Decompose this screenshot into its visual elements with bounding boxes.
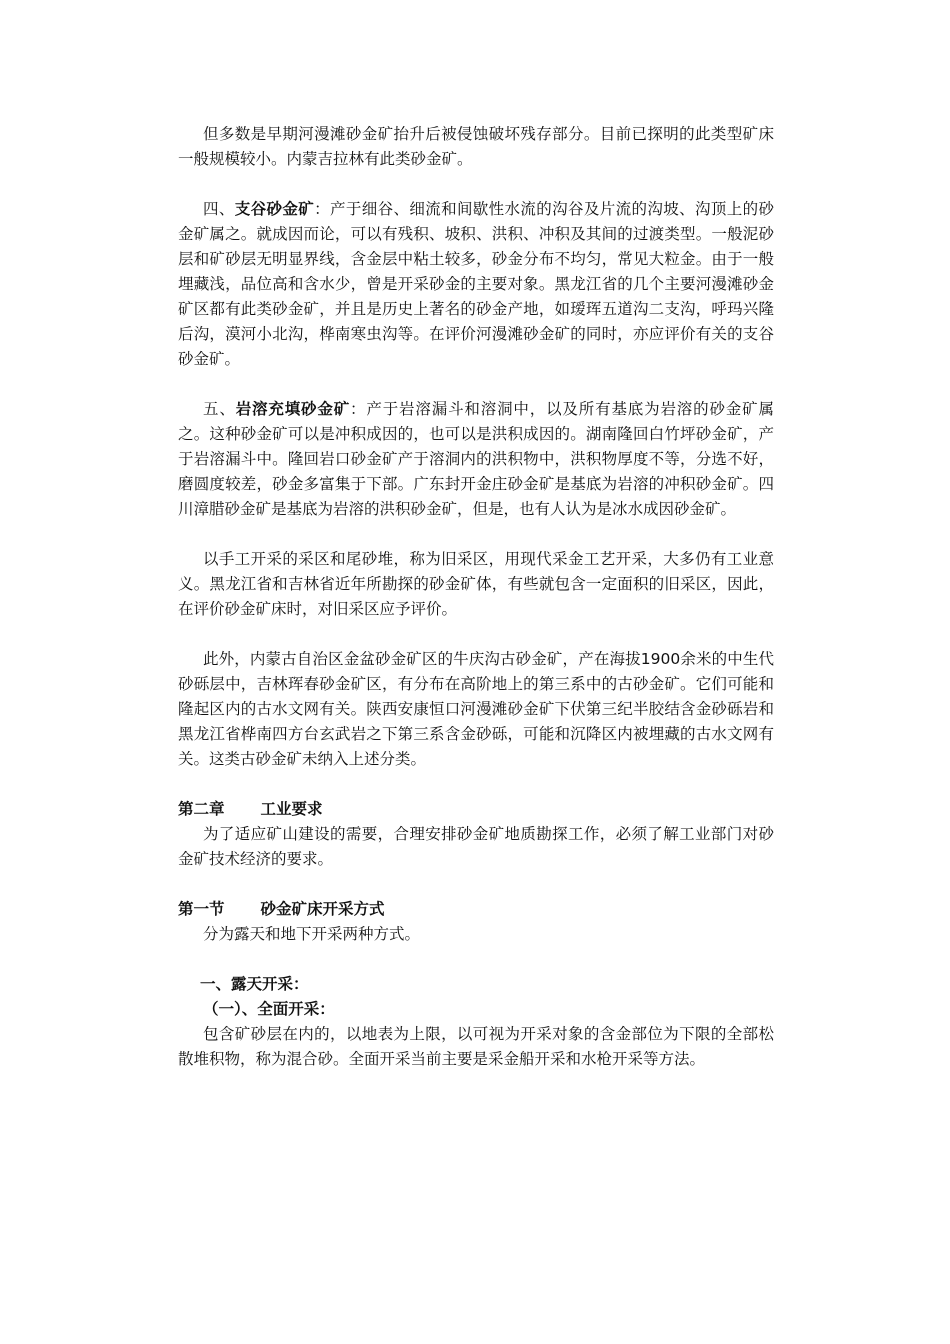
paragraph-industrial-requirements: 为了适应矿山建设的需要，合理安排砂金矿地质勘探工作，必须了解工业部门对砂金矿技术经济的要求。	[178, 825, 774, 868]
paragraph-placer-remnant: 但多数是早期河漫滩砂金矿抬升后被侵蚀破坏残存部分。目前已探明的此类型矿床一般规模较小。内蒙吉拉林有此类砂金矿。	[178, 125, 774, 168]
paragraph-body: ：产于岩溶漏斗和溶洞中，以及所有基底为岩溶的砂金矿属之。这种砂金矿可以是冲积成因的，也可以是洪积成因的。湖南隆回白竹坪砂金矿，产于岩溶漏斗中。隆回岩口砂金矿产于溶洞内的洪积物中，洪积物厚度不等，分选不好，磨圆度较差，砂金多富集于下部。广东封开金庄砂金矿是基底为岩溶的冲积砂金矿。四川漳腊砂金矿是基底为岩溶的洪积砂金矿，但是，也有人认为是冰水成因砂金矿。	[178, 400, 774, 518]
section-title: 砂金矿床开采方式	[260, 900, 385, 918]
subheading-full-mining: （一）、全面开采：	[203, 1000, 335, 1018]
section-number: 第一节	[178, 900, 225, 918]
paragraph-body: ：产于细谷、细流和间歇性水流的沟谷及片流的沟坡、沟顶上的砂金矿属之。就成因而论，可以有残积、坡积、洪积、冲积及其间的过渡类型。一般泥砂层和矿砂层无明显界线，含金层中粘土较多，砂金分布不均匀，常见大粒金。由于一般埋藏浅，品位高和含水少，曾是开采砂金的主要对象。黑龙江省的几个主要河漫滩砂金矿区都有此类砂金矿，并且是历史上著名的砂金产地，如瑷珲五道沟二支沟，呼玛兴隆后沟，漠河小北沟，桦南寒虫沟等。在评价河漫滩砂金矿的同时，亦应评价有关的支谷砂金矿。	[178, 200, 774, 368]
item-number: 五、	[203, 400, 236, 418]
chapter-heading	[178, 797, 774, 822]
chapter-number: 第二章	[178, 800, 225, 818]
term-tributary-placer: 支谷砂金矿	[234, 200, 315, 218]
section-heading	[178, 897, 774, 922]
chapter-title: 工业要求	[260, 800, 323, 818]
document-page	[178, 122, 774, 1072]
paragraph-tributary-placer	[178, 197, 774, 372]
term-karst-placer: 岩溶充填砂金矿	[235, 400, 351, 418]
paragraph-ancient-placer	[178, 647, 774, 772]
subheading-open-pit: 一、露天开采：	[200, 975, 309, 993]
paragraph-text: 此外，内蒙古自治区金盆砂金矿区的牛庆沟古砂金矿，产在海拔	[203, 650, 641, 668]
paragraph-karst-placer	[178, 397, 774, 522]
paragraph-text: 余米的中生代砂砾层中，吉林珲春砂金矿区，有分布在高阶地上的第三系中的古砂金矿。它们可能和隆起区内的古水文网有关。陕西安康恒口河漫滩砂金矿下伏第三纪半胶结含金砂砾岩和黑龙江省桦南四方台玄武岩之下第三系含金砂砾，可能和沉降区内被埋藏的古水文网有关。这类古砂金矿未纳入上述分类。	[178, 650, 774, 768]
paragraph-mixed-sand: 包含矿砂层在内的，以地表为上限，以可视为开采对象的含金部位为下限的全部松散堆积物，称为混合砂。全面开采当前主要是采金船开采和水枪开采等方法。	[178, 1025, 774, 1068]
altitude-number: 1900	[640, 650, 681, 668]
item-number: 四、	[203, 200, 235, 218]
paragraph-mining-methods: 分为露天和地下开采两种方式。	[203, 925, 421, 943]
paragraph-old-mining-area: 以手工开采的采区和尾砂堆，称为旧采区，用现代采金工艺开采，大多仍有工业意义。黑龙江省和吉林省近年所勘探的砂金矿体，有些就包含一定面积的旧采区，因此，在评价砂金矿床时，对旧采区应予评价。	[178, 550, 774, 618]
